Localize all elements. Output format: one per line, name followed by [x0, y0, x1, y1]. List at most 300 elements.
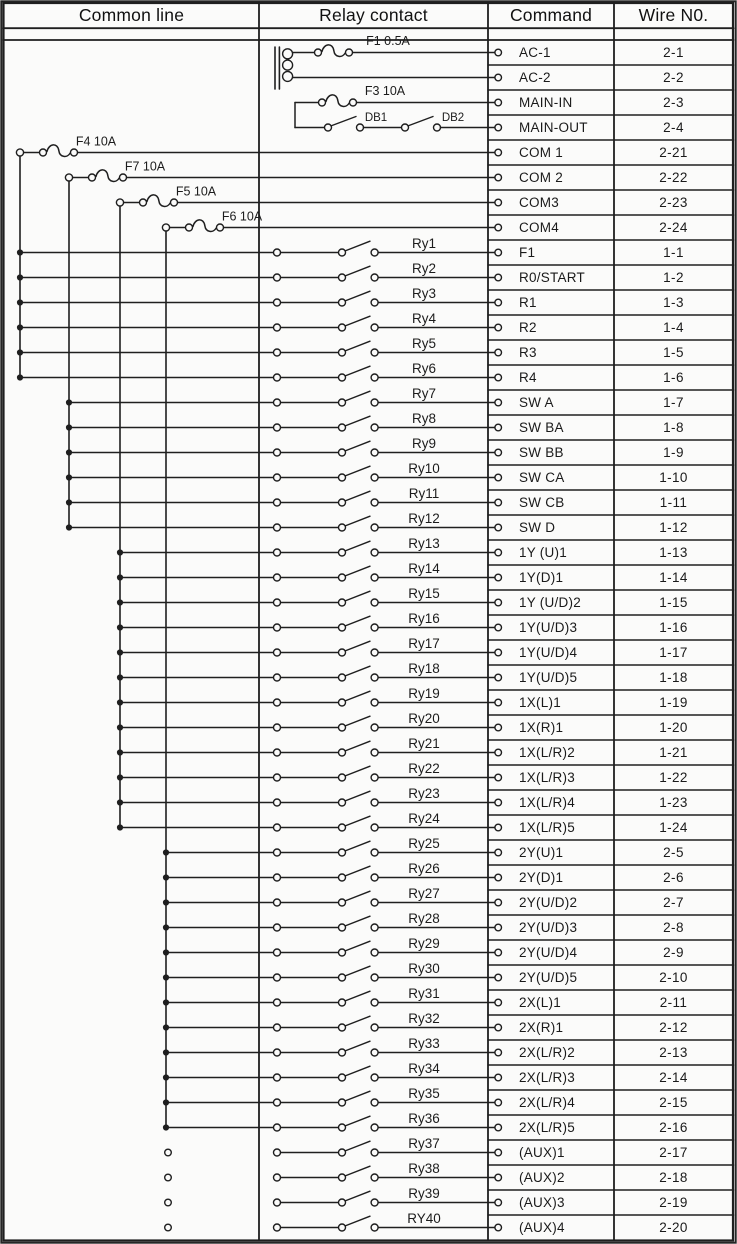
relay-contact-blade — [345, 791, 370, 801]
relay-contact-icon — [274, 599, 281, 606]
command-terminal — [495, 499, 502, 506]
breaker-db2-icon — [434, 124, 441, 131]
wire-no-cell: 2-4 — [663, 120, 684, 135]
command-cell: 1X(L/R)3 — [519, 770, 576, 785]
command-terminal — [495, 624, 502, 631]
relay-contact-icon — [339, 924, 346, 931]
command-terminal — [495, 299, 502, 306]
relay-contact-icon — [371, 1124, 378, 1131]
command-cell: COM3 — [519, 195, 560, 210]
wire-no-cell: 2-22 — [659, 170, 688, 185]
relay-label: Ry12 — [408, 510, 440, 526]
command-terminal — [495, 1149, 502, 1156]
unconnected-terminal — [165, 1149, 172, 1156]
relay-label: RY40 — [407, 1210, 441, 1226]
unconnected-terminal — [165, 1224, 172, 1231]
relay-label: Ry33 — [408, 1035, 440, 1051]
relay-contact-icon — [274, 1049, 281, 1056]
relay-contact-blade — [345, 1066, 370, 1076]
wire-no-cell: 1-15 — [659, 595, 688, 610]
command-terminal — [495, 1099, 502, 1106]
command-terminal — [495, 599, 502, 606]
relay-contact-icon — [339, 1149, 346, 1156]
relay-contact-icon — [274, 1124, 281, 1131]
fuse-f7 — [120, 174, 127, 181]
relay-contact-icon — [274, 1099, 281, 1106]
command-cell: SW BB — [519, 445, 564, 460]
relay-contact-blade — [345, 816, 370, 826]
relay-contact-icon — [274, 849, 281, 856]
fuse-f6 — [193, 220, 217, 232]
command-cell: 2X(R)1 — [519, 1020, 564, 1035]
relay-contact-icon — [371, 349, 378, 356]
relay-contact-icon — [339, 249, 346, 256]
command-terminal — [495, 724, 502, 731]
relay-contact-icon — [274, 649, 281, 656]
relay-contact-icon — [274, 674, 281, 681]
relay-contact-icon — [339, 1074, 346, 1081]
command-cell: MAIN-OUT — [519, 120, 588, 135]
fuse-f7 — [89, 174, 96, 181]
relay-contact-icon — [371, 1099, 378, 1106]
relay-contact-icon — [339, 1174, 346, 1181]
relay-contact-icon — [339, 599, 346, 606]
relay-contact-blade — [345, 1016, 370, 1026]
command-terminal — [495, 199, 502, 206]
command-terminal — [495, 1199, 502, 1206]
relay-contact-blade — [345, 541, 370, 551]
relay-contact-blade — [345, 391, 370, 401]
command-terminal — [495, 49, 502, 56]
relay-contact-icon — [371, 1174, 378, 1181]
relay-contact-icon — [371, 849, 378, 856]
relay-label: Ry29 — [408, 935, 440, 951]
relay-label: Ry27 — [408, 885, 440, 901]
wire-no-cell: 2-20 — [659, 1220, 688, 1235]
wire-no-cell: 1-1 — [663, 245, 684, 260]
wire-no-cell: 2-3 — [663, 95, 684, 110]
relay-label: Ry38 — [408, 1160, 440, 1176]
relay-contact-icon — [274, 374, 281, 381]
wire-no-cell: 2-23 — [659, 195, 688, 210]
relay-contact-blade — [345, 866, 370, 876]
command-cell: (AUX)3 — [519, 1195, 565, 1210]
relay-contact-icon — [274, 724, 281, 731]
command-terminal — [495, 874, 502, 881]
command-cell: 1Y (U/D)2 — [519, 595, 582, 610]
wire-no-cell: 1-18 — [659, 670, 688, 685]
relay-contact-icon — [339, 699, 346, 706]
wire-no-cell: 2-10 — [659, 970, 688, 985]
command-terminal — [495, 574, 502, 581]
relay-contact-blade — [345, 666, 370, 676]
relay-label: Ry26 — [408, 860, 440, 876]
relay-label: Ry6 — [411, 360, 437, 376]
relay-contact-icon — [274, 824, 281, 831]
relay-label: Ry7 — [411, 385, 437, 401]
command-cell: 2Y(D)1 — [519, 870, 564, 885]
relay-label: Ry30 — [408, 960, 440, 976]
wire-no-cell: 2-5 — [663, 845, 684, 860]
relay-contact-icon — [339, 974, 346, 981]
relay-label: Ry36 — [408, 1110, 440, 1126]
relay-contact-blade — [345, 491, 370, 501]
wire-no-cell: 2-2 — [663, 70, 684, 85]
command-cell: AC-2 — [519, 70, 551, 85]
wire-no-cell: 1-11 — [659, 495, 688, 510]
wire-no-cell: 2-13 — [659, 1045, 688, 1060]
command-cell: COM 2 — [519, 170, 564, 185]
command-cell: 2X(L/R)3 — [519, 1070, 576, 1085]
command-cell: F1 — [519, 245, 536, 260]
fuse-f4 — [47, 145, 71, 157]
relay-contact-blade — [345, 266, 370, 276]
relay-contact-icon — [339, 774, 346, 781]
relay-contact-icon — [371, 574, 378, 581]
relay-contact-icon — [371, 1074, 378, 1081]
command-terminal — [495, 349, 502, 356]
wire-no-cell: 2-11 — [659, 995, 688, 1010]
relay-contact-blade — [345, 966, 370, 976]
command-terminal — [495, 474, 502, 481]
relay-contact-icon — [371, 874, 378, 881]
relay-contact-icon — [274, 899, 281, 906]
command-cell: R0/START — [519, 270, 586, 285]
column-header-command: Command — [509, 5, 593, 25]
relay-contact-icon — [339, 399, 346, 406]
relay-contact-icon — [274, 1024, 281, 1031]
relay-contact-icon — [339, 524, 346, 531]
relay-label: Ry39 — [408, 1185, 440, 1201]
fuse-f1 — [315, 49, 322, 56]
relay-contact-icon — [371, 974, 378, 981]
relay-contact-blade — [345, 766, 370, 776]
relay-label: Ry22 — [408, 760, 440, 776]
fuse-f7 — [96, 170, 120, 182]
relay-contact-icon — [371, 999, 378, 1006]
relay-contact-icon — [274, 624, 281, 631]
relay-contact-icon — [274, 299, 281, 306]
relay-label: Ry8 — [411, 410, 437, 426]
wire-no-cell: 1-5 — [663, 345, 684, 360]
fuse-f6 — [186, 224, 193, 231]
wire-no-cell: 2-12 — [659, 1020, 688, 1035]
command-cell: AC-1 — [519, 45, 551, 60]
wire-no-cell: 2-8 — [663, 920, 684, 935]
relay-label: Ry21 — [408, 735, 440, 751]
relay-contact-icon — [339, 574, 346, 581]
breaker-db2-icon — [402, 124, 409, 131]
relay-contact-icon — [274, 574, 281, 581]
command-cell: R3 — [519, 345, 537, 360]
command-cell: 1Y (U)1 — [519, 545, 568, 560]
relay-contact-icon — [371, 424, 378, 431]
relay-contact-icon — [274, 274, 281, 281]
command-cell: COM4 — [519, 220, 560, 235]
relay-contact-blade — [345, 941, 370, 951]
relay-label: Ry20 — [408, 710, 440, 726]
relay-contact-blade — [345, 716, 370, 726]
relay-label: Ry10 — [408, 460, 440, 476]
command-terminal — [495, 1074, 502, 1081]
relay-contact-blade — [345, 841, 370, 851]
fuse-f3 — [326, 95, 350, 107]
relay-contact-icon — [339, 849, 346, 856]
relay-contact-blade — [345, 341, 370, 351]
relay-contact-icon — [274, 449, 281, 456]
command-cell: (AUX)2 — [519, 1170, 565, 1185]
breaker-db1-icon — [331, 117, 356, 126]
relay-contact-icon — [339, 724, 346, 731]
wire-no-cell: 1-10 — [659, 470, 688, 485]
relay-contact-icon — [371, 549, 378, 556]
command-cell: R4 — [519, 370, 537, 385]
relay-contact-icon — [371, 599, 378, 606]
relay-contact-icon — [274, 924, 281, 931]
relay-contact-icon — [371, 1224, 378, 1231]
relay-contact-blade — [345, 316, 370, 326]
command-cell: 1X(L/R)4 — [519, 795, 576, 810]
relay-label: Ry4 — [411, 310, 437, 326]
column-header-relay-contact: Relay contact — [319, 5, 428, 25]
command-cell: 2Y(U/D)2 — [519, 895, 578, 910]
command-terminal — [495, 799, 502, 806]
command-terminal — [495, 399, 502, 406]
relay-contact-icon — [274, 774, 281, 781]
relay-contact-icon — [339, 1099, 346, 1106]
relay-contact-icon — [274, 324, 281, 331]
relay-contact-blade — [345, 1166, 370, 1176]
wire-no-cell: 1-16 — [659, 620, 688, 635]
relay-label: Ry11 — [408, 485, 440, 501]
command-cell: 2X(L/R)4 — [519, 1095, 576, 1110]
relay-contact-blade — [345, 916, 370, 926]
command-cell: R1 — [519, 295, 537, 310]
command-cell: (AUX)1 — [519, 1145, 565, 1160]
command-terminal — [495, 749, 502, 756]
command-terminal — [495, 149, 502, 156]
relay-contact-icon — [274, 874, 281, 881]
wire-no-cell: 2-9 — [663, 945, 684, 960]
wire-no-cell: 1-23 — [659, 795, 688, 810]
command-cell: 1X(R)1 — [519, 720, 564, 735]
relay-contact-blade — [345, 466, 370, 476]
relay-contact-icon — [339, 874, 346, 881]
relay-contact-blade — [345, 741, 370, 751]
wire-no-cell: 1-12 — [659, 520, 688, 535]
relay-contact-icon — [274, 699, 281, 706]
wire-no-cell: 1-6 — [663, 370, 684, 385]
relay-contact-icon — [339, 424, 346, 431]
transformer-coil-icon — [283, 71, 293, 81]
relay-contact-icon — [274, 749, 281, 756]
command-terminal — [495, 974, 502, 981]
wire-no-cell: 1-24 — [659, 820, 688, 835]
command-terminal — [495, 274, 502, 281]
wire-no-cell: 2-17 — [659, 1145, 688, 1160]
command-terminal — [495, 999, 502, 1006]
relay-contact-blade — [345, 1141, 370, 1151]
relay-contact-blade — [345, 691, 370, 701]
relay-contact-blade — [345, 366, 370, 376]
command-cell: SW D — [519, 520, 556, 535]
command-terminal — [495, 549, 502, 556]
relay-contact-icon — [274, 549, 281, 556]
relay-contact-icon — [339, 824, 346, 831]
fuse-f3-label: F3 10A — [364, 83, 406, 98]
relay-contact-icon — [371, 924, 378, 931]
wire-no-cell: 2-16 — [659, 1120, 688, 1135]
relay-contact-icon — [274, 1174, 281, 1181]
relay-contact-icon — [274, 499, 281, 506]
relay-contact-icon — [274, 999, 281, 1006]
relay-contact-icon — [339, 499, 346, 506]
relay-contact-icon — [371, 649, 378, 656]
relay-label: Ry3 — [411, 285, 437, 301]
bus-terminal — [116, 199, 123, 206]
column-header-wire-no: Wire N0. — [638, 5, 709, 25]
relay-label: Ry13 — [408, 535, 440, 551]
relay-label: Ry1 — [411, 235, 437, 251]
command-terminal — [495, 774, 502, 781]
command-cell: 1X(L)1 — [519, 695, 562, 710]
breaker-db2-label: DB2 — [441, 112, 465, 124]
relay-contact-icon — [371, 399, 378, 406]
relay-contact-icon — [274, 249, 281, 256]
relay-contact-icon — [371, 724, 378, 731]
fuse-f5 — [171, 199, 178, 206]
relay-contact-icon — [339, 749, 346, 756]
command-terminal — [495, 124, 502, 131]
fuse-f1 — [346, 49, 353, 56]
wire-no-cell: 1-7 — [663, 395, 684, 410]
relay-contact-icon — [339, 949, 346, 956]
bus-fuse-label: F6 10A — [221, 209, 263, 224]
wire-no-cell: 1-17 — [659, 645, 688, 660]
command-terminal — [495, 374, 502, 381]
command-terminal — [495, 849, 502, 856]
relay-label: Ry18 — [408, 660, 440, 676]
bus-fuse-label: F4 10A — [75, 134, 117, 149]
relay-contact-icon — [371, 1049, 378, 1056]
command-terminal — [495, 899, 502, 906]
wire-no-cell: 1-22 — [659, 770, 688, 785]
relay-contact-icon — [274, 424, 281, 431]
unconnected-terminal — [165, 1174, 172, 1181]
relay-contact-blade — [345, 1116, 370, 1126]
command-terminal — [495, 924, 502, 931]
relay-contact-icon — [274, 949, 281, 956]
command-terminal — [495, 1174, 502, 1181]
command-cell: 1Y(U/D)4 — [519, 645, 578, 660]
command-cell: R2 — [519, 320, 537, 335]
relay-contact-icon — [371, 324, 378, 331]
relay-contact-icon — [274, 349, 281, 356]
wire-no-cell: 2-15 — [659, 1095, 688, 1110]
command-cell: 2X(L)1 — [519, 995, 562, 1010]
relay-contact-icon — [371, 1199, 378, 1206]
relay-contact-icon — [339, 1024, 346, 1031]
relay-contact-icon — [274, 1199, 281, 1206]
relay-contact-blade — [345, 566, 370, 576]
wire-no-cell: 2-7 — [663, 895, 684, 910]
relay-contact-icon — [371, 1149, 378, 1156]
relay-label: Ry31 — [408, 985, 440, 1001]
relay-contact-blade — [345, 441, 370, 451]
relay-contact-icon — [274, 474, 281, 481]
relay-contact-blade — [345, 1191, 370, 1201]
wire-no-cell: 1-14 — [659, 570, 688, 585]
relay-contact-icon — [339, 649, 346, 656]
command-cell: 2X(L/R)2 — [519, 1045, 576, 1060]
relay-label: Ry34 — [408, 1060, 440, 1076]
wire-no-cell: 1-20 — [659, 720, 688, 735]
relay-label: Ry15 — [408, 585, 440, 601]
relay-label: Ry32 — [408, 1010, 440, 1026]
relay-contact-icon — [371, 774, 378, 781]
relay-contact-icon — [274, 399, 281, 406]
command-terminal — [495, 674, 502, 681]
command-terminal — [495, 1049, 502, 1056]
relay-contact-icon — [371, 524, 378, 531]
wire-no-cell: 2-1 — [663, 45, 684, 60]
relay-contact-icon — [339, 374, 346, 381]
relay-contact-blade — [345, 416, 370, 426]
relay-contact-icon — [339, 624, 346, 631]
relay-contact-blade — [345, 641, 370, 651]
breaker-db1-label: DB1 — [364, 112, 388, 124]
relay-contact-icon — [274, 974, 281, 981]
command-terminal — [495, 1124, 502, 1131]
command-terminal — [495, 649, 502, 656]
relay-label: Ry37 — [408, 1135, 440, 1151]
fuse-f4 — [71, 149, 78, 156]
bus-terminal — [162, 224, 169, 231]
relay-contact-icon — [371, 274, 378, 281]
relay-contact-icon — [339, 349, 346, 356]
wire-no-cell: 2-6 — [663, 870, 684, 885]
wire-no-cell: 2-18 — [659, 1170, 688, 1185]
command-terminal — [495, 424, 502, 431]
wire-no-cell: 2-24 — [659, 220, 688, 235]
relay-contact-blade — [345, 1041, 370, 1051]
relay-contact-icon — [371, 674, 378, 681]
bus-terminal — [65, 174, 72, 181]
relay-label: Ry17 — [408, 635, 440, 651]
fuse-f4 — [40, 149, 47, 156]
relay-contact-icon — [371, 799, 378, 806]
relay-label: Ry35 — [408, 1085, 440, 1101]
wire-no-cell: 1-2 — [663, 270, 684, 285]
relay-contact-blade — [345, 1091, 370, 1101]
fuse-f6 — [217, 224, 224, 231]
command-cell: 1X(L/R)2 — [519, 745, 576, 760]
relay-contact-blade — [345, 516, 370, 526]
relay-contact-icon — [339, 1124, 346, 1131]
command-terminal — [495, 249, 502, 256]
wire-no-cell: 1-3 — [663, 295, 684, 310]
relay-contact-blade — [345, 1216, 370, 1226]
command-terminal — [495, 224, 502, 231]
relay-contact-icon — [371, 949, 378, 956]
relay-contact-icon — [339, 299, 346, 306]
breaker-db2-icon — [408, 117, 433, 126]
command-cell: 2X(L/R)5 — [519, 1120, 576, 1135]
command-terminal — [495, 324, 502, 331]
command-cell: 1Y(D)1 — [519, 570, 564, 585]
wire-no-cell: 2-19 — [659, 1195, 688, 1210]
relay-contact-icon — [339, 999, 346, 1006]
